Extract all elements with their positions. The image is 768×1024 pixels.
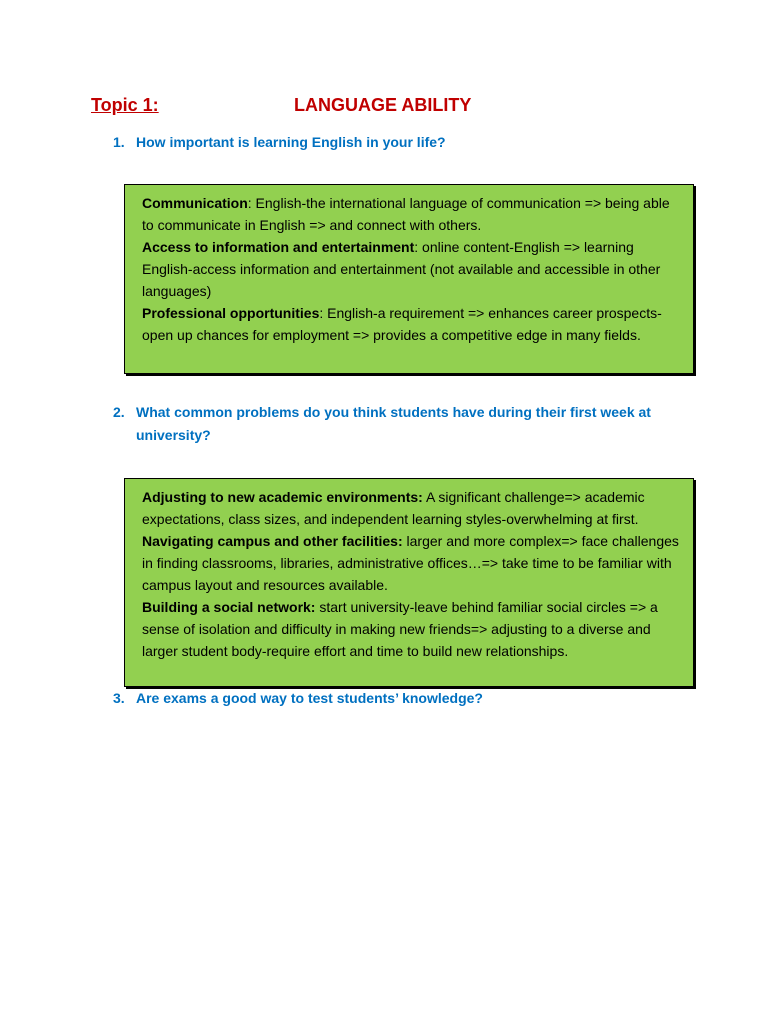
question-text: How important is learning English in your life? [136, 134, 446, 150]
question-3 [113, 687, 673, 710]
answer-heading: Professional opportunities [142, 305, 320, 321]
answer-paragraph [142, 596, 685, 662]
answer-paragraph [142, 192, 685, 236]
topic-label: Topic 1: [91, 95, 159, 115]
question-text: Are exams a good way to test students’ knowledge? [136, 690, 483, 706]
answer-body: : English-the international language of communication => being able to communicate in English => and connect with others. [142, 195, 670, 233]
answer-body: A significant challenge=> academic expectations, class sizes, and independent learning styles-overwhelming at first. [142, 489, 645, 527]
answer-heading: Building a social network: [142, 599, 316, 615]
answer-heading: Navigating campus and other facilities: [142, 533, 403, 549]
answer-body: start university-leave behind familiar social circles => a sense of isolation and difficulty in making new friends=> adjusting to a diverse and larger student body-require effort and time to build new relationships. [142, 599, 658, 659]
answer-paragraph [142, 236, 685, 302]
answer-paragraph [142, 302, 685, 346]
answer-heading: Access to information and entertainment [142, 239, 415, 255]
topic-title: LANGUAGE ABILITY [294, 95, 472, 115]
answer-body: : English-a requirement => enhances career prospects-open up chances for employment => provides a competitive edge in many fields. [142, 305, 662, 343]
answer-body: : online content-English => learning English-access information and entertainment (not available and accessible in other languages) [142, 239, 661, 299]
answer-paragraph [142, 486, 685, 530]
question-2 [113, 401, 673, 447]
answer-heading: Communication [142, 195, 248, 211]
answer-box-1 [124, 184, 694, 374]
question-number: 2. [113, 404, 125, 420]
answer-box-2 [124, 478, 694, 687]
answer-body: larger and more complex=> face challenges in finding classrooms, libraries, administrative offices…=> take time to be familiar with campus layout and resources available. [142, 533, 679, 593]
question-1 [113, 131, 673, 154]
question-number: 1. [113, 134, 125, 150]
question-number: 3. [113, 690, 125, 706]
answer-heading: Adjusting to new academic environments: [142, 489, 423, 505]
question-text: What common problems do you think students have during their first week at university? [136, 404, 651, 443]
answer-paragraph [142, 530, 685, 596]
